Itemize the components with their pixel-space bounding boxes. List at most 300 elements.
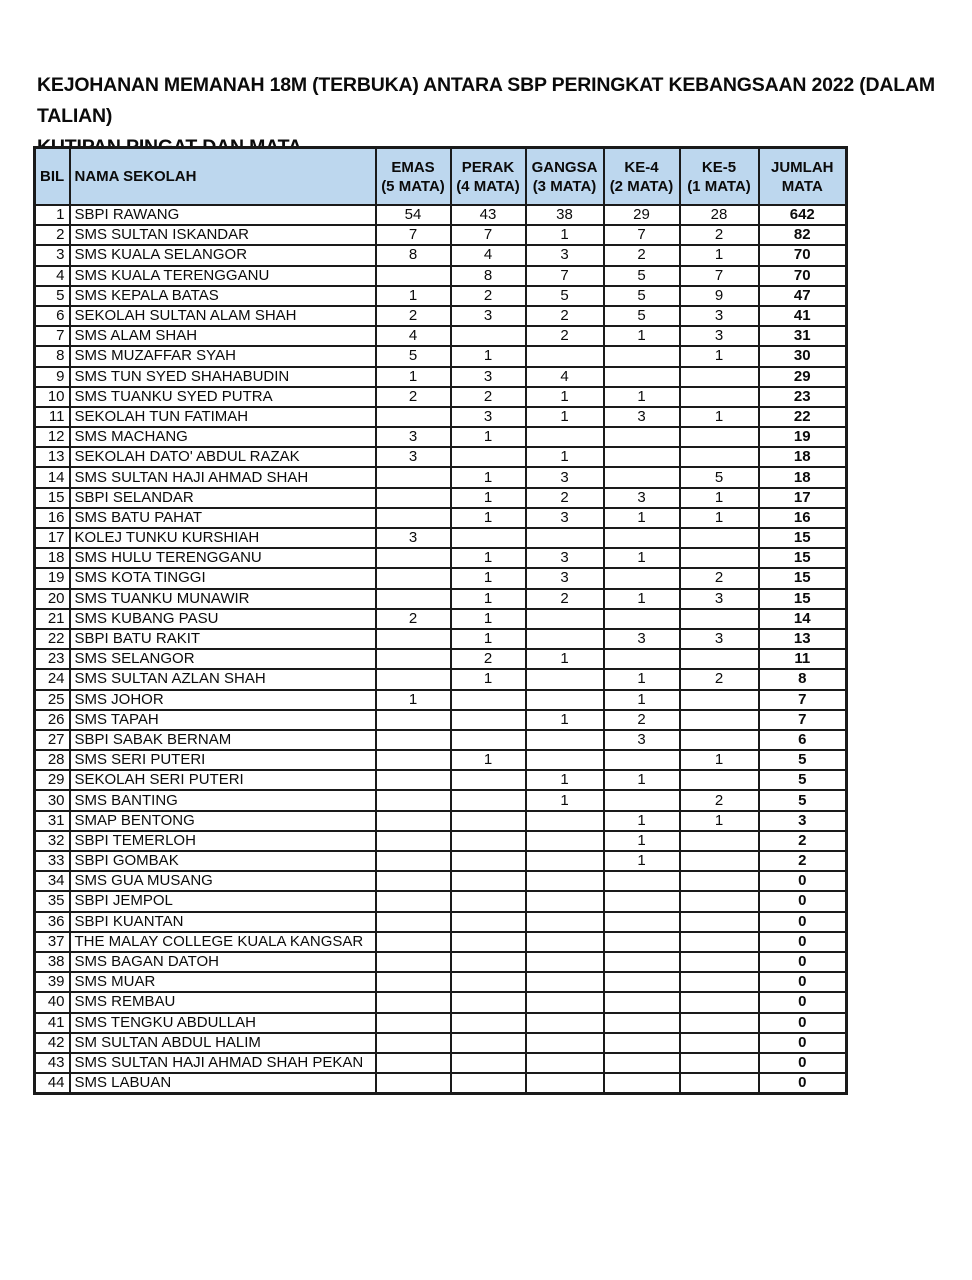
emas-cell (376, 992, 451, 1012)
ke4-cell (604, 992, 680, 1012)
table-row (35, 811, 847, 831)
school-name-cell: SBPI JEMPOL (70, 891, 376, 911)
school-name-cell: SMS KEPALA BATAS (70, 286, 376, 306)
table-row (35, 548, 847, 568)
emas-cell (376, 710, 451, 730)
school-name-cell: SEKOLAH TUN FATIMAH (70, 407, 376, 427)
gangsa-cell (526, 427, 604, 447)
ke5-cell (680, 730, 759, 750)
table-row (35, 326, 847, 346)
ke5-cell (680, 427, 759, 447)
school-name-cell: SMS KUBANG PASU (70, 609, 376, 629)
gangsa-cell (526, 750, 604, 770)
school-name-cell: SMS SERI PUTERI (70, 750, 376, 770)
table-row (35, 266, 847, 286)
perak-cell: 1 (451, 568, 526, 588)
ke4-cell: 1 (604, 326, 680, 346)
table-row (35, 1013, 847, 1033)
ke5-cell: 1 (680, 346, 759, 366)
jumlah-cell: 0 (759, 912, 847, 932)
gangsa-cell (526, 629, 604, 649)
school-name-cell: SMS LABUAN (70, 1073, 376, 1094)
column-header-jumlah: JUMLAH MATA (759, 148, 847, 206)
school-name-cell: SMS BAGAN DATOH (70, 952, 376, 972)
gangsa-cell (526, 871, 604, 891)
gangsa-cell (526, 952, 604, 972)
bil-cell: 1 (35, 205, 70, 225)
perak-cell: 1 (451, 488, 526, 508)
emas-cell (376, 871, 451, 891)
ke4-cell (604, 346, 680, 366)
school-name-cell: KOLEJ TUNKU KURSHIAH (70, 528, 376, 548)
gangsa-cell: 2 (526, 306, 604, 326)
school-name-cell: SMS MACHANG (70, 427, 376, 447)
school-name-cell: SBPI KUANTAN (70, 912, 376, 932)
ke4-cell: 1 (604, 508, 680, 528)
perak-cell: 3 (451, 306, 526, 326)
school-name-cell: SM SULTAN ABDUL HALIM (70, 1033, 376, 1053)
gangsa-cell (526, 1013, 604, 1033)
table-row (35, 891, 847, 911)
ke5-cell (680, 912, 759, 932)
ke5-cell: 3 (680, 306, 759, 326)
bil-cell: 31 (35, 811, 70, 831)
table-row (35, 750, 847, 770)
gangsa-cell: 3 (526, 548, 604, 568)
column-header-ke5: KE-5 (1 MATA) (680, 148, 759, 206)
school-name-cell: SMS TUANKU SYED PUTRA (70, 387, 376, 407)
ke4-cell: 2 (604, 710, 680, 730)
school-name-cell: SMS KOTA TINGGI (70, 568, 376, 588)
bil-cell: 30 (35, 790, 70, 810)
gangsa-cell: 38 (526, 205, 604, 225)
perak-cell: 3 (451, 407, 526, 427)
jumlah-cell: 31 (759, 326, 847, 346)
ke4-cell: 5 (604, 266, 680, 286)
perak-cell (451, 1053, 526, 1073)
table-row (35, 306, 847, 326)
bil-cell: 35 (35, 891, 70, 911)
bil-cell: 25 (35, 690, 70, 710)
emas-cell: 54 (376, 205, 451, 225)
school-name-cell: SBPI RAWANG (70, 205, 376, 225)
ke5-cell (680, 831, 759, 851)
gangsa-cell: 3 (526, 245, 604, 265)
emas-cell (376, 669, 451, 689)
perak-cell (451, 952, 526, 972)
bil-cell: 22 (35, 629, 70, 649)
table-row (35, 245, 847, 265)
table-row (35, 609, 847, 629)
school-name-cell: SMS ALAM SHAH (70, 326, 376, 346)
emas-cell (376, 952, 451, 972)
emas-cell (376, 467, 451, 487)
ke5-cell (680, 1013, 759, 1033)
school-name-cell: SEKOLAH SULTAN ALAM SHAH (70, 306, 376, 326)
emas-cell (376, 811, 451, 831)
emas-cell: 3 (376, 427, 451, 447)
bil-cell: 2 (35, 225, 70, 245)
jumlah-cell: 18 (759, 447, 847, 467)
perak-cell (451, 710, 526, 730)
perak-cell: 2 (451, 387, 526, 407)
ke4-cell (604, 1053, 680, 1073)
perak-cell: 1 (451, 629, 526, 649)
bil-cell: 36 (35, 912, 70, 932)
jumlah-cell: 2 (759, 851, 847, 871)
ke4-cell: 3 (604, 629, 680, 649)
jumlah-cell: 15 (759, 528, 847, 548)
school-name-cell: SMS SELANGOR (70, 649, 376, 669)
perak-cell (451, 912, 526, 932)
table-row (35, 427, 847, 447)
table-row (35, 851, 847, 871)
ke5-cell: 1 (680, 811, 759, 831)
perak-cell (451, 932, 526, 952)
ke5-cell: 1 (680, 488, 759, 508)
emas-cell (376, 750, 451, 770)
gangsa-cell: 3 (526, 467, 604, 487)
emas-cell: 3 (376, 447, 451, 467)
ke4-cell: 1 (604, 669, 680, 689)
gangsa-cell: 1 (526, 447, 604, 467)
ke4-cell: 1 (604, 387, 680, 407)
jumlah-cell: 8 (759, 669, 847, 689)
ke5-cell: 7 (680, 266, 759, 286)
ke5-cell (680, 447, 759, 467)
bil-cell: 18 (35, 548, 70, 568)
perak-cell (451, 851, 526, 871)
ke4-cell: 5 (604, 286, 680, 306)
gangsa-cell (526, 992, 604, 1012)
emas-cell: 8 (376, 245, 451, 265)
perak-cell: 3 (451, 367, 526, 387)
bil-cell: 6 (35, 306, 70, 326)
jumlah-cell: 0 (759, 1053, 847, 1073)
jumlah-cell: 642 (759, 205, 847, 225)
perak-cell: 1 (451, 346, 526, 366)
table-row (35, 407, 847, 427)
emas-cell (376, 932, 451, 952)
table-row (35, 710, 847, 730)
emas-cell (376, 508, 451, 528)
bil-cell: 4 (35, 266, 70, 286)
emas-cell (376, 831, 451, 851)
jumlah-cell: 0 (759, 871, 847, 891)
ke5-cell (680, 770, 759, 790)
ke4-cell (604, 447, 680, 467)
ke4-cell: 1 (604, 770, 680, 790)
emas-cell (376, 649, 451, 669)
ke4-cell (604, 912, 680, 932)
table-row (35, 629, 847, 649)
table-row (35, 568, 847, 588)
table-row (35, 447, 847, 467)
table-row (35, 690, 847, 710)
ke5-cell: 1 (680, 750, 759, 770)
school-name-cell: SMS MUZAFFAR SYAH (70, 346, 376, 366)
gangsa-cell: 2 (526, 326, 604, 346)
jumlah-cell: 15 (759, 589, 847, 609)
emas-cell (376, 851, 451, 871)
gangsa-cell (526, 690, 604, 710)
jumlah-cell: 16 (759, 508, 847, 528)
perak-cell (451, 891, 526, 911)
table-row (35, 387, 847, 407)
jumlah-cell: 22 (759, 407, 847, 427)
ke5-cell (680, 1073, 759, 1094)
table-row (35, 992, 847, 1012)
perak-cell (451, 528, 526, 548)
jumlah-cell: 0 (759, 891, 847, 911)
school-name-cell: SMAP BENTONG (70, 811, 376, 831)
perak-cell: 43 (451, 205, 526, 225)
ke4-cell (604, 467, 680, 487)
bil-cell: 21 (35, 609, 70, 629)
emas-cell: 2 (376, 609, 451, 629)
gangsa-cell: 7 (526, 266, 604, 286)
perak-cell: 4 (451, 245, 526, 265)
gangsa-cell (526, 811, 604, 831)
table-row (35, 225, 847, 245)
emas-cell (376, 407, 451, 427)
gangsa-cell: 5 (526, 286, 604, 306)
school-name-cell: SMS KUALA SELANGOR (70, 245, 376, 265)
table-row (35, 932, 847, 952)
school-name-cell: SMS KUALA TERENGGANU (70, 266, 376, 286)
school-name-cell: SMS SULTAN AZLAN SHAH (70, 669, 376, 689)
bil-cell: 27 (35, 730, 70, 750)
perak-cell: 8 (451, 266, 526, 286)
column-header-gangsa: GANGSA (3 MATA) (526, 148, 604, 206)
ke4-cell (604, 790, 680, 810)
gangsa-cell: 1 (526, 407, 604, 427)
gangsa-cell (526, 891, 604, 911)
jumlah-cell: 5 (759, 770, 847, 790)
bil-cell: 20 (35, 589, 70, 609)
bil-cell: 42 (35, 1033, 70, 1053)
perak-cell (451, 972, 526, 992)
ke5-cell: 28 (680, 205, 759, 225)
ke4-cell: 1 (604, 811, 680, 831)
emas-cell: 1 (376, 286, 451, 306)
ke4-cell (604, 952, 680, 972)
ke5-cell (680, 609, 759, 629)
ke5-cell: 1 (680, 245, 759, 265)
school-name-cell: SMS BANTING (70, 790, 376, 810)
jumlah-cell: 23 (759, 387, 847, 407)
ke5-cell: 5 (680, 467, 759, 487)
emas-cell (376, 1033, 451, 1053)
ke4-cell: 1 (604, 548, 680, 568)
jumlah-cell: 0 (759, 972, 847, 992)
emas-cell (376, 266, 451, 286)
jumlah-cell: 0 (759, 992, 847, 1012)
perak-cell: 1 (451, 750, 526, 770)
school-name-cell: SMS GUA MUSANG (70, 871, 376, 891)
school-name-cell: SMS SULTAN ISKANDAR (70, 225, 376, 245)
jumlah-cell: 0 (759, 952, 847, 972)
bil-cell: 11 (35, 407, 70, 427)
emas-cell (376, 1053, 451, 1073)
emas-cell (376, 770, 451, 790)
table-row (35, 770, 847, 790)
table-row (35, 589, 847, 609)
perak-cell: 1 (451, 609, 526, 629)
ke4-cell (604, 1073, 680, 1094)
table-row (35, 952, 847, 972)
column-header-perak: PERAK (4 MATA) (451, 148, 526, 206)
gangsa-cell (526, 1033, 604, 1053)
gangsa-cell (526, 528, 604, 548)
perak-cell (451, 326, 526, 346)
gangsa-cell: 1 (526, 387, 604, 407)
school-name-cell: SBPI GOMBAK (70, 851, 376, 871)
emas-cell (376, 972, 451, 992)
jumlah-cell: 15 (759, 548, 847, 568)
jumlah-cell: 70 (759, 266, 847, 286)
table-row (35, 1053, 847, 1073)
bil-cell: 38 (35, 952, 70, 972)
perak-cell (451, 811, 526, 831)
jumlah-cell: 15 (759, 568, 847, 588)
ke5-cell: 9 (680, 286, 759, 306)
emas-cell: 1 (376, 367, 451, 387)
header-row (35, 148, 847, 206)
ke4-cell (604, 871, 680, 891)
ke5-cell: 3 (680, 589, 759, 609)
ke4-cell: 3 (604, 730, 680, 750)
column-header-bil: BIL (35, 148, 70, 206)
emas-cell (376, 790, 451, 810)
bil-cell: 19 (35, 568, 70, 588)
table-row (35, 508, 847, 528)
bil-cell: 29 (35, 770, 70, 790)
ke5-cell (680, 972, 759, 992)
emas-cell (376, 488, 451, 508)
perak-cell: 1 (451, 548, 526, 568)
gangsa-cell (526, 972, 604, 992)
table-row (35, 1073, 847, 1094)
perak-cell: 2 (451, 286, 526, 306)
table-row (35, 528, 847, 548)
bil-cell: 8 (35, 346, 70, 366)
ke4-cell (604, 427, 680, 447)
school-name-cell: SBPI SABAK BERNAM (70, 730, 376, 750)
perak-cell (451, 1073, 526, 1094)
gangsa-cell: 2 (526, 488, 604, 508)
emas-cell: 4 (376, 326, 451, 346)
perak-cell: 1 (451, 427, 526, 447)
perak-cell (451, 690, 526, 710)
school-name-cell: SBPI BATU RAKIT (70, 629, 376, 649)
table-row (35, 831, 847, 851)
table-row (35, 367, 847, 387)
ke4-cell (604, 972, 680, 992)
emas-cell (376, 548, 451, 568)
jumlah-cell: 19 (759, 427, 847, 447)
gangsa-cell (526, 831, 604, 851)
perak-cell (451, 447, 526, 467)
school-name-cell: SMS TENGKU ABDULLAH (70, 1013, 376, 1033)
ke4-cell (604, 891, 680, 911)
title-line-1: KEJOHANAN MEMANAH 18M (TERBUKA) ANTARA SBP PERINGKAT KEBANGSAAN 2022 (DALAM TALIAN) (37, 74, 935, 127)
gangsa-cell (526, 730, 604, 750)
ke4-cell: 1 (604, 831, 680, 851)
school-name-cell: SMS TUANKU MUNAWIR (70, 589, 376, 609)
school-name-cell: SMS MUAR (70, 972, 376, 992)
bil-cell: 9 (35, 367, 70, 387)
jumlah-cell: 14 (759, 609, 847, 629)
table-row (35, 790, 847, 810)
ke4-cell (604, 367, 680, 387)
gangsa-cell: 1 (526, 649, 604, 669)
ke4-cell (604, 1013, 680, 1033)
jumlah-cell: 5 (759, 750, 847, 770)
bil-cell: 28 (35, 750, 70, 770)
table-header-row (35, 148, 847, 206)
jumlah-cell: 17 (759, 488, 847, 508)
school-name-cell: SMS HULU TERENGGANU (70, 548, 376, 568)
school-name-cell: SMS BATU PAHAT (70, 508, 376, 528)
perak-cell: 1 (451, 508, 526, 528)
table-row (35, 669, 847, 689)
perak-cell (451, 831, 526, 851)
school-name-cell: SMS TAPAH (70, 710, 376, 730)
ke4-cell: 3 (604, 407, 680, 427)
bil-cell: 23 (35, 649, 70, 669)
bil-cell: 17 (35, 528, 70, 548)
ke5-cell: 2 (680, 225, 759, 245)
emas-cell (376, 1013, 451, 1033)
gangsa-cell (526, 609, 604, 629)
school-name-cell: SMS JOHOR (70, 690, 376, 710)
ke4-cell: 1 (604, 589, 680, 609)
ke5-cell: 2 (680, 790, 759, 810)
gangsa-cell: 1 (526, 225, 604, 245)
bil-cell: 43 (35, 1053, 70, 1073)
jumlah-cell: 13 (759, 629, 847, 649)
ke5-cell (680, 710, 759, 730)
bil-cell: 3 (35, 245, 70, 265)
perak-cell (451, 770, 526, 790)
emas-cell (376, 912, 451, 932)
ke5-cell: 3 (680, 326, 759, 346)
jumlah-cell: 29 (759, 367, 847, 387)
ke4-cell (604, 750, 680, 770)
perak-cell (451, 992, 526, 1012)
perak-cell: 1 (451, 467, 526, 487)
ke5-cell (680, 891, 759, 911)
ke4-cell: 7 (604, 225, 680, 245)
ke5-cell: 2 (680, 568, 759, 588)
perak-cell (451, 871, 526, 891)
ke5-cell: 2 (680, 669, 759, 689)
bil-cell: 13 (35, 447, 70, 467)
jumlah-cell: 6 (759, 730, 847, 750)
jumlah-cell: 0 (759, 1013, 847, 1033)
jumlah-cell: 70 (759, 245, 847, 265)
bil-cell: 15 (35, 488, 70, 508)
ke4-cell: 29 (604, 205, 680, 225)
gangsa-cell (526, 346, 604, 366)
gangsa-cell (526, 1073, 604, 1094)
bil-cell: 39 (35, 972, 70, 992)
gangsa-cell: 3 (526, 508, 604, 528)
ke4-cell: 1 (604, 690, 680, 710)
bil-cell: 5 (35, 286, 70, 306)
perak-cell: 2 (451, 649, 526, 669)
